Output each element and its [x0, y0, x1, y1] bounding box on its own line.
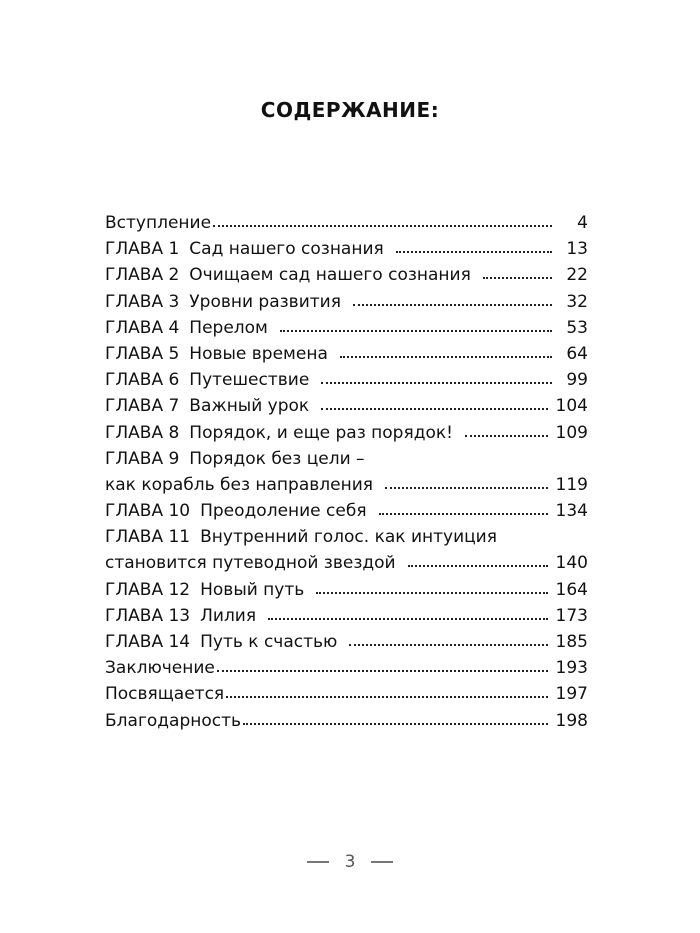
toc-entry: [105, 580, 588, 606]
page-title: СОДЕРЖАНИЕ:: [260, 98, 440, 122]
toc-dot-leader: [408, 561, 548, 567]
toc-chapter-number: ГЛАВА 12: [105, 579, 191, 600]
toc-entry-title: Преодоление себя: [200, 501, 367, 522]
toc-entry-title: Новые времена: [189, 343, 328, 364]
toc-entry: [105, 711, 588, 737]
toc-entry-title: Путешествие: [189, 370, 310, 391]
toc-dot-leader: [217, 666, 548, 672]
toc-dot-leader: [340, 352, 552, 358]
toc-entry-title: Уровни развития: [189, 291, 341, 312]
toc-entry-title: Важный урок: [189, 396, 310, 417]
toc-chapter-number: ГЛАВА 1: [105, 239, 180, 260]
toc-entry-title: Заключение: [105, 658, 215, 679]
toc-entry-title: Очищаем сад нашего сознания: [189, 265, 471, 286]
toc-dot-leader: [349, 640, 547, 646]
toc-dot-leader: [353, 300, 552, 306]
toc-chapter-number: ГЛАВА 8: [105, 422, 180, 443]
toc-dot-leader: [385, 483, 548, 489]
toc-dot-leader: [213, 221, 552, 227]
toc-dot-leader: [280, 326, 552, 332]
toc-dot-leader: [465, 431, 548, 437]
toc-page-number: 64: [566, 343, 588, 364]
toc-chapter-number: ГЛАВА 10: [105, 501, 191, 522]
toc-chapter-number: ГЛАВА 9: [105, 448, 180, 469]
toc-entry: [105, 292, 588, 318]
toc-entry: [105, 684, 588, 710]
toc-entry-title-continued: как корабль без направления: [105, 474, 373, 495]
toc-page-number: 99: [566, 370, 588, 391]
toc-page-number: 119: [555, 474, 588, 495]
toc-dot-leader: [379, 509, 548, 515]
toc-entry-title: Вступление: [105, 213, 212, 233]
toc-entry: [105, 423, 588, 449]
toc-page-number: 193: [555, 658, 588, 679]
toc-page-number: 109: [555, 422, 588, 443]
toc-dot-leader: [483, 273, 552, 279]
toc-entry: [105, 370, 588, 396]
toc-entry: [105, 396, 588, 422]
toc-chapter-number: ГЛАВА 13: [105, 605, 191, 626]
toc-entry-title: Порядок, и еще раз порядок!: [189, 422, 453, 443]
toc-entry: [105, 318, 588, 344]
toc-entry: [105, 344, 588, 370]
toc-page-number: 164: [555, 579, 588, 600]
toc-entry: [105, 527, 588, 553]
toc-entry-title: Новый путь: [200, 579, 305, 600]
toc-chapter-number: ГЛАВА 5: [105, 343, 180, 364]
toc-entry-continuation: [105, 475, 588, 501]
toc-chapter-number: ГЛАВА 7: [105, 396, 180, 417]
toc-dot-leader: [316, 588, 547, 594]
toc-entry-title: Сад нашего сознания: [189, 239, 384, 260]
toc-page-number: 134: [555, 501, 588, 522]
toc-dot-leader: [321, 404, 547, 410]
toc-entry: [105, 239, 588, 265]
toc-entry: [105, 501, 588, 527]
toc-dot-leader: [226, 692, 547, 698]
toc-entry-title: Перелом: [189, 317, 268, 338]
toc-entry-continuation: [105, 553, 588, 579]
toc-entry-title: Посвящается: [105, 684, 225, 705]
toc-entry: [105, 606, 588, 632]
toc-chapter-number: ГЛАВА 14: [105, 632, 191, 652]
toc-entry-title: Внутренний голос. как интуиция: [200, 527, 497, 548]
toc-entry-title: Лилия: [200, 605, 257, 626]
toc-page-number: 197: [555, 684, 588, 705]
toc-entry: [105, 632, 588, 658]
toc-page-number: 22: [566, 265, 588, 286]
toc-page-number: 198: [555, 710, 588, 731]
page-number: 3: [344, 852, 356, 872]
table-of-contents: [105, 213, 588, 737]
toc-page-number: 4: [577, 213, 588, 233]
toc-chapter-number: ГЛАВА 4: [105, 317, 180, 338]
toc-chapter-number: ГЛАВА 3: [105, 291, 180, 312]
page-footer: [0, 852, 700, 872]
toc-chapter-number: ГЛАВА 2: [105, 265, 180, 286]
toc-entry-title: Путь к счастью: [200, 632, 338, 652]
toc-entry: [105, 658, 588, 684]
toc-entry: [105, 213, 588, 239]
toc-entry-title: Благодарность: [105, 710, 242, 731]
toc-dot-leader: [396, 247, 552, 253]
toc-page-number: 185: [555, 632, 588, 652]
toc-chapter-number: ГЛАВА 6: [105, 370, 180, 391]
toc-chapter-number: ГЛАВА 11: [105, 527, 191, 548]
toc-page-number: 13: [566, 239, 588, 260]
toc-entry-title-continued: становится путеводной звездой: [105, 553, 396, 574]
toc-dot-leader: [321, 378, 552, 384]
toc-page-number: 173: [555, 605, 588, 626]
toc-page-number: 32: [566, 291, 588, 312]
footer-dash-left: [307, 861, 329, 863]
toc-dot-leader: [268, 614, 547, 620]
toc-entry-title: Порядок без цели –: [189, 448, 365, 469]
toc-entry: [105, 265, 588, 291]
toc-page-number: 104: [555, 396, 588, 417]
toc-dot-leader: [243, 719, 548, 725]
toc-entry: [105, 449, 588, 475]
toc-page-number: 53: [566, 317, 588, 338]
footer-dash-right: [371, 861, 393, 863]
toc-page-number: 140: [555, 553, 588, 574]
